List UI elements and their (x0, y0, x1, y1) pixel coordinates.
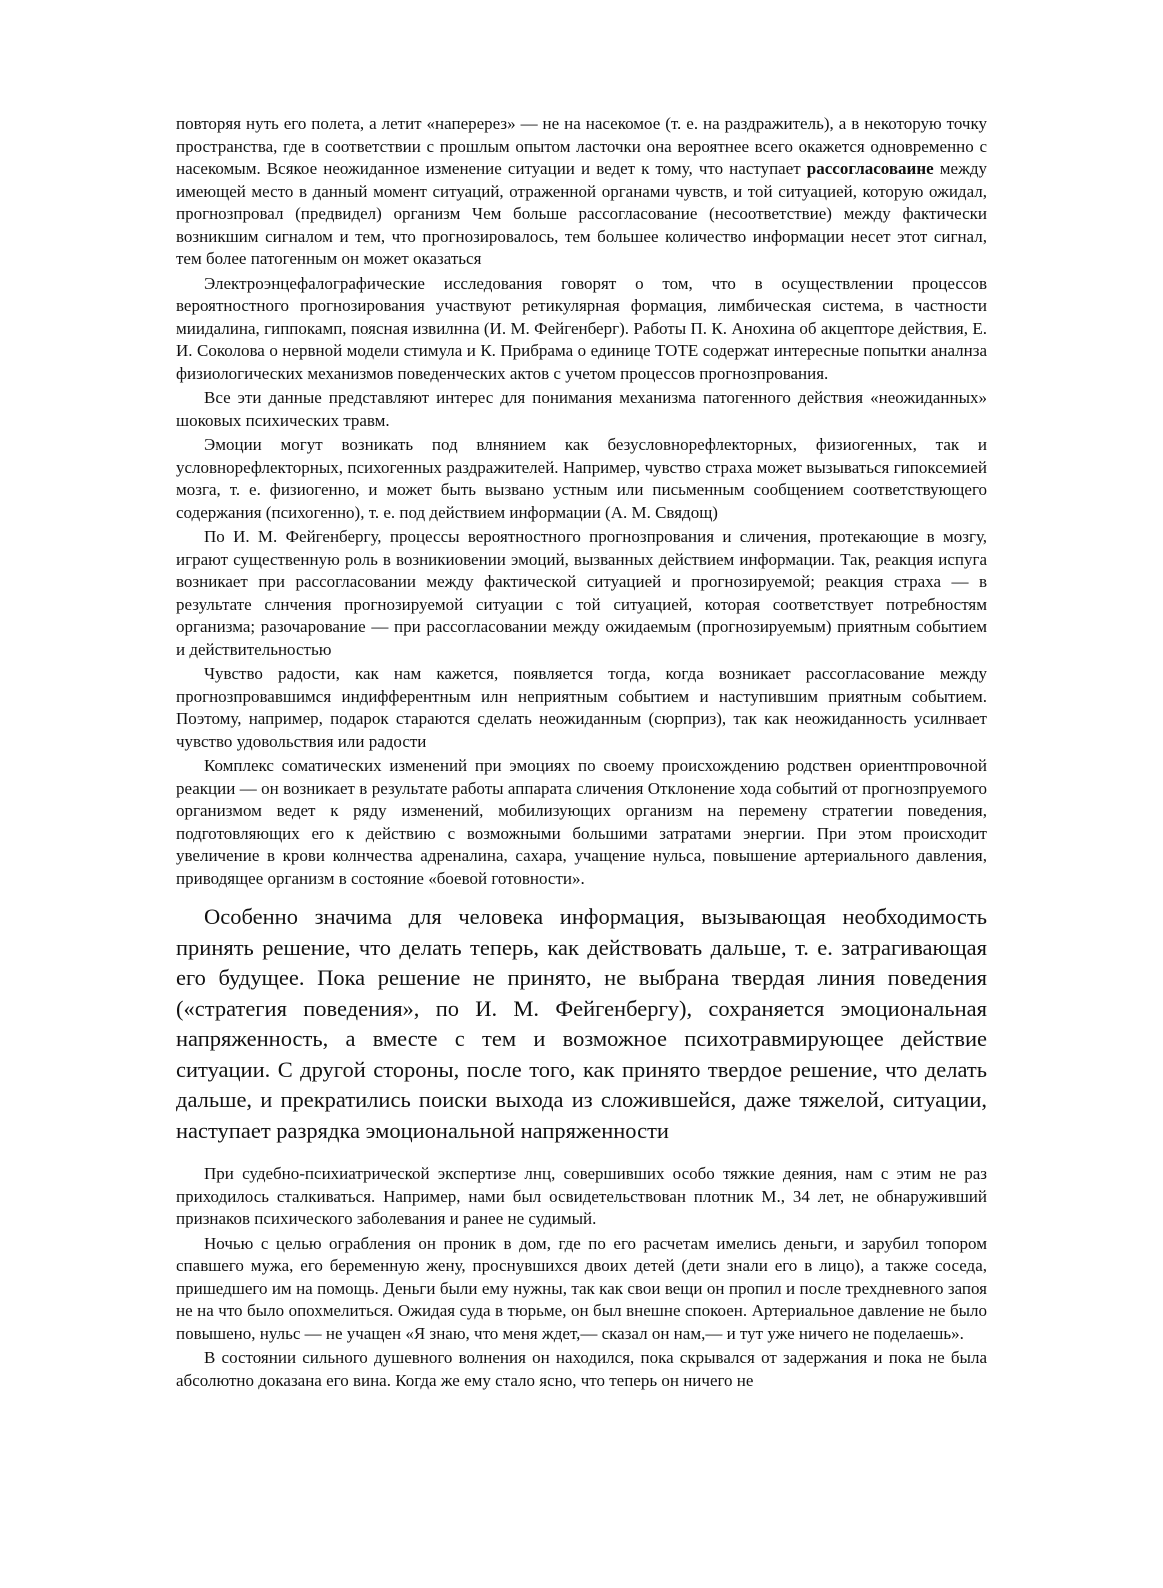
paragraph-2: Электроэнцефалографические исследования говорят о том, что в осуществлении процессов вероятностного прогнозирования участвуют ретикулярная формация, лимбическая система, в частности миидалина, гиппокамп, поясная извилнна (И. М. Фейгенберг). Работы П. К. Анохина об акцепторе действия, Е. И. Соколова о нервной модели стимула и К. Прибрама о единице ТОТЕ содержат интересные попытки аналнза физиологических механизмов поведенческих актов с учетом процессов прогнозпрования. (176, 273, 987, 383)
document-page (176, 113, 987, 1394)
paragraph-8: Особенно значима для человека информация, вызывающая необходимость принять решение, что делать теперь, как действовать дальше, т. е. затрагивающая его будущее. Пока решение не принято, не выбрана твердая линия поведения («стратегия поведения», по И. М. Фейгенбергу), сохраняется эмоциональная напряженность, а вместе с тем и возможное психотравмирующее действие ситуации. С другой стороны, после того, как принято твердое решение, что делать дальше, и прекратились поиски выхода из сложившейся, даже тяжелой, ситуации, наступает разрядка эмоциональной напряженности (176, 904, 987, 1143)
paragraph-3: Все эти данные представляют интерес для понимания механизма патогенного действия «неожиданных» шоковых психических травм. (176, 388, 987, 430)
paragraph-11: В состоянии сильного душевного волнения он находился, пока скрывался от задержания и пока не была абсолютно доказана его вина. Когда же ему стало ясно, что теперь он ничего не (176, 1348, 987, 1390)
text-block-top (176, 113, 987, 890)
paragraph-10: Ночью с целью ограбления он проник в дом, где по его расчетам имелись деньги, и зарубил топором спавшего мужа, его беременную жену, проснувшихся двоих детей (дети знали его в лицо), а также соседа, пришедшего им на помощь. Деньги были ему нужны, так как свои вещи он пропил и после трехдневного запоя не на что было опохмелиться. Ожидая суда в тюрьме, он был внешне спокоен. Артериальное давление не было повышено, нульс — не учащен «Я знаю, что меня ждет,— сказал он нам,— и тут уже ничего не поделаешь». (176, 1233, 987, 1343)
bold-term: рассогласоваине (806, 159, 934, 178)
paragraph-6: Чувство радости, как нам кажется, появляется тогда, когда возникает рассогласование между прогнозпровавшимся индифферентным илн неприятным событием и наступившим приятным событием. Поэтому, например, подарок стараются сделать неожиданным (сюрприз), так как неожиданность усилнвает чувство удовольствия или радости (176, 664, 987, 751)
paragraph-1-start: повторяя нуть его полета, а летит «наперерез» — не на насекомое (т. е. на раздражитель), а в некоторую точку пространства, где в соответствии с прошлым опытом ласточки она вероятнее всего окажется одновременно с насекомым. Всякое неожиданное изменение ситуации и ведет к тому, что наступает (176, 114, 987, 178)
text-block-large (176, 902, 987, 1146)
paragraph-7: Комплекс соматических изменений при эмоциях по своему происхождению родствен ориентпровочной реакции — он возникает в результате работы аппарата сличения Отклонение хода событий от прогнозпруемого организмом ведет к ряду изменений, мобилизующих организм на перемену стратегии поведения, подготовляющих его к действию с возможными большими затратами энергии. При этом происходит увеличение в крови колнчества адреналина, сахара, учащение нульса, повышение артериального давления, приводящее организм в состояние «боевой готовности». (176, 756, 987, 888)
paragraph-1 (176, 113, 987, 271)
paragraph-9: При судебно-психиатрической экспертизе лнц, совершивших особо тяжкие деяния, нам с этим не раз приходилось сталкиваться. Например, нами был освидетельствован плотник М., 34 лет, не обнаруживший признаков психического заболевания и ранее не судимый. (176, 1164, 987, 1228)
paragraph-1-end: между имеющей место в данный момент ситуаций, отраженной органами чувств, и той ситуацией, которую ожидал, прогнозпровал (предвидел) организм Чем больше рассогласование (несоответствие) между фактически возникшим сигналом и тем, что прогнозировалось, тем большее количество информации несет этот сигнал, тем более патогенным он может оказаться (176, 159, 987, 268)
paragraph-5: По И. М. Фейгенбергу, процессы вероятностного прогнозпрования и сличения, протекающие в мозгу, играют существенную роль в возникиовении эмоций, вызванных действием информации. Так, реакция испуга возникает при рассогласовании между фактической ситуацией и прогнозируемой; реакция страха — в результате слнчения прогнозируемой ситуации с той ситуацией, которая соответствует потребностям организма; разочарование — при рассогласовании между ожидаемым (прогнозируемым) приятным событием и действительностью (176, 527, 987, 659)
paragraph-4: Эмоции могут возникать под влнянием как безусловнорефлекторных, физиогенных, так и условнорефлекторных, психогенных раздражителей. Например, чувство страха может вызываться гипоксемией мозга, т. е. физиогенно, и может быть вызвано устным или письменным сообщением соответствующего содержания (психогенно), т. е. под действием информации (А. М. Свядощ) (176, 435, 987, 522)
text-block-bottom (176, 1163, 987, 1392)
